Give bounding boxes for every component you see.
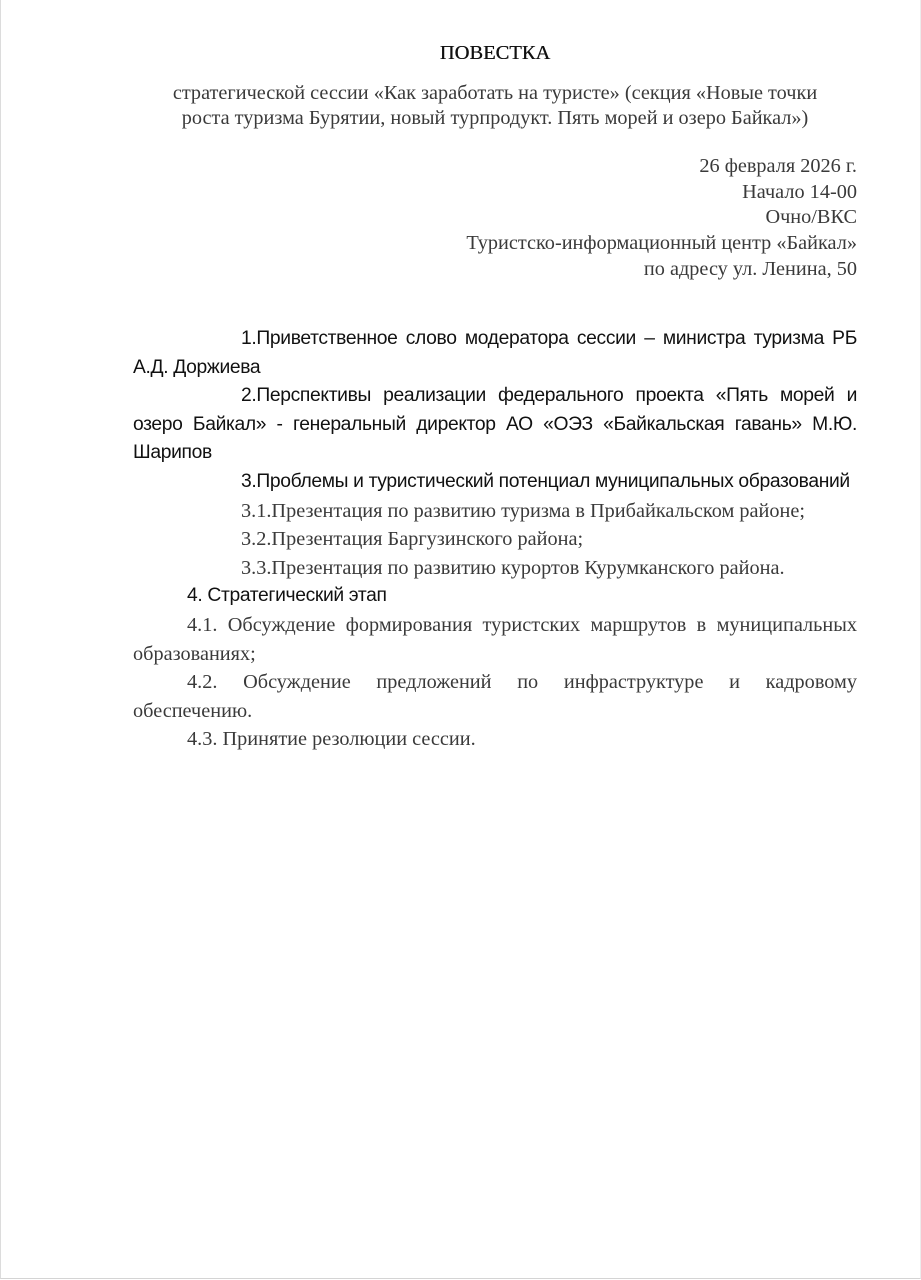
agenda-item-number: 2. — [241, 385, 257, 407]
agenda-subitem — [133, 554, 857, 583]
agenda-item-number: 1. — [241, 328, 257, 349]
subtitle-line: стратегической сессии «Как заработать на туристе» (секция «Новые точки — [172, 82, 818, 104]
agenda-subitem: 4.3. Принятие резолюции сессии. — [187, 728, 476, 751]
agenda-item: 4. Стратегический этап — [187, 585, 387, 607]
agenda-item-number: 3.1. — [241, 499, 272, 522]
session-venue: Туристско-информационный центр «Байкал» — [466, 232, 857, 255]
agenda-item-number: 3.3. — [241, 556, 272, 579]
session-format: Очно/ВКС — [765, 206, 857, 229]
agenda-item-text: Презентация Баргузинского района; — [271, 528, 584, 551]
agenda-item — [133, 325, 857, 382]
document-subtitle — [133, 81, 857, 131]
session-start-time: Начало 14-00 — [742, 180, 857, 203]
session-address: по адресу ул. Ленина, 50 — [643, 257, 857, 280]
document-title: ПОВЕСТКА — [439, 42, 551, 64]
agenda-subitem: 4.2. Обсуждение предложений по инфраструктуре и кадровому обеспечению. — [133, 671, 857, 722]
agenda-item-text: Презентация по развитию туризма в Прибайкальском районе; — [271, 499, 806, 522]
agenda-item-number: 3. — [241, 470, 257, 492]
agenda-item-text: Перспективы реализации федерального проекта «Пять морей и озеро Байкал» - генеральный директор АО «ОЭЗ «Байкальская гавань» М.Ю. Шарипов — [133, 385, 857, 464]
agenda-subitem — [133, 525, 857, 554]
subtitle-line: роста туризма Бурятии, новый турпродукт. Пять морей и озеро Байкал») — [181, 107, 809, 129]
agenda-item-number: 3.2. — [241, 528, 272, 551]
agenda-item — [133, 468, 857, 497]
agenda-item-text: Приветственное слово модератора сессии – министра туризма РБ А.Д. Доржиева — [133, 328, 857, 378]
agenda-item-text: Проблемы и туристический потенциал муниципальных образований — [256, 470, 850, 492]
agenda-item — [133, 382, 857, 468]
agenda-subitem — [133, 497, 857, 526]
agenda-subitem: 4.1. Обсуждение формирования туристских маршрутов в муниципальных образованиях; — [133, 613, 857, 665]
session-date: 26 февраля 2026 г. — [699, 155, 857, 177]
agenda-item-text: Презентация по развитию курортов Курумканского района. — [271, 556, 785, 579]
agenda-list — [133, 325, 857, 754]
session-details — [466, 154, 857, 283]
